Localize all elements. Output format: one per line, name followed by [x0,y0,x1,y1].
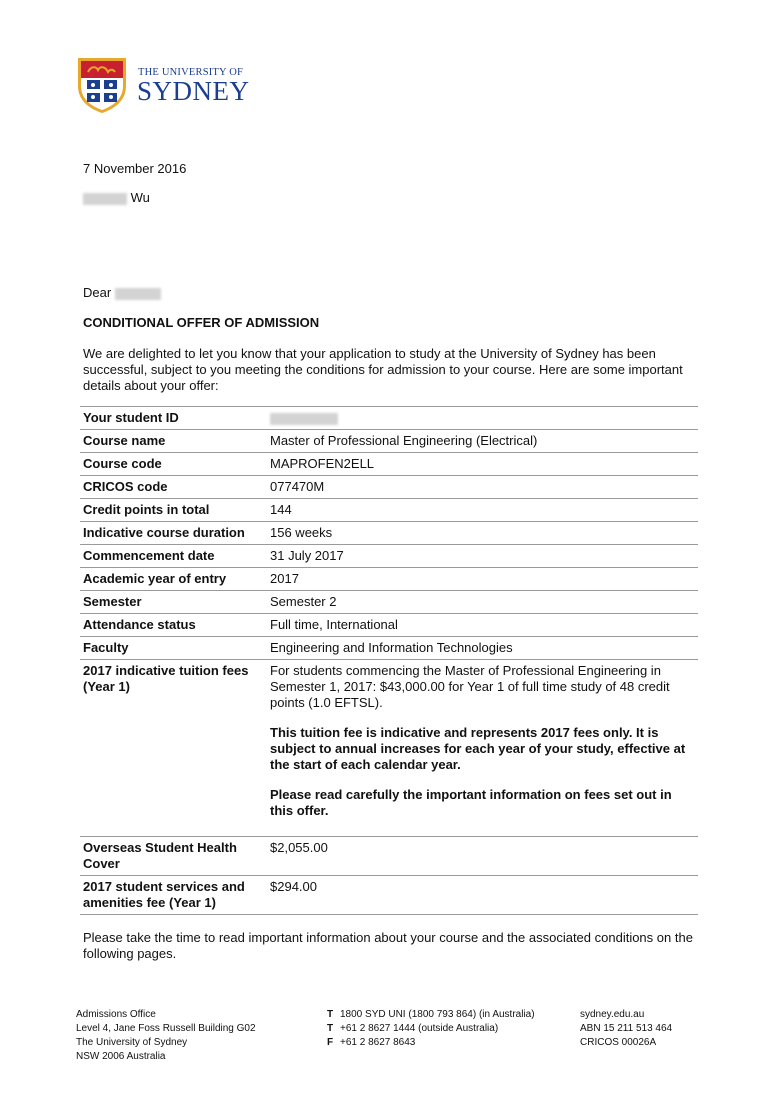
table-row [80,837,698,876]
row-label: Semester [80,591,264,614]
footer-address-line: Admissions Office [76,1009,156,1020]
table-row [80,453,698,476]
tuition-value [264,660,698,837]
redacted-student-id [270,413,338,425]
academic-year-value: 2017 [264,568,698,591]
row-label: 2017 student services and amenities fee (Year 1) [80,876,264,915]
footer-fax [327,1036,535,1050]
redacted-recipient [115,288,161,300]
table-row [80,637,698,660]
salutation-word: Dear [83,285,112,300]
footer-website-link[interactable]: sydney.edu.au [580,1009,645,1020]
cricos-code-value: 077470M [264,476,698,499]
footer-address-line: Level 4, Jane Foss Russell Building G02 [76,1023,256,1034]
row-label: Course code [80,453,264,476]
letter-heading: CONDITIONAL OFFER OF ADMISSION [83,315,320,330]
row-label: Commencement date [80,545,264,568]
table-row [80,476,698,499]
footer-contact [327,1008,535,1050]
ssaf-value: $294.00 [264,876,698,915]
salutation [83,285,161,301]
table-row [80,591,698,614]
footer-address-line: The University of Sydney [76,1037,188,1048]
intro-paragraph: We are delighted to let you know that your application to study at the University of Sydney has been successful, subject to you meeting the conditions for admission to your course. Here are some important details about your offer: [83,346,683,393]
footer-address [76,1008,256,1064]
table-row [80,660,698,837]
footer-phone-intl [327,1022,535,1036]
phone-intl-number: +61 2 8627 1444 (outside Australia) [340,1023,499,1034]
duration-value: 156 weeks [264,522,698,545]
footer-registration [580,1008,672,1050]
attendance-value: Full time, International [264,614,698,637]
recipient-surname: Wu [130,190,150,205]
fax-number: +61 2 8627 8643 [340,1037,416,1048]
row-label: CRICOS code [80,476,264,499]
row-label: Faculty [80,637,264,660]
student-id-value [264,407,698,430]
redacted-given-name [83,193,127,205]
row-label: Indicative course duration [80,522,264,545]
table-row [80,499,698,522]
logo-line1: THE UNIVERSITY OF [138,67,244,78]
semester-value: Semester 2 [264,591,698,614]
row-label: Academic year of entry [80,568,264,591]
phone-prefix: T [327,1023,334,1034]
credit-points-value: 144 [264,499,698,522]
tuition-read-notice: Please read carefully the important information on fees set out in this offer. [270,787,672,818]
recipient-name [83,190,150,206]
university-crest-icon [76,56,128,114]
tuition-text: For students commencing the Master of Professional Engineering in Semester 1, 2017: $43,000.00 for Year 1 of full time study of 48 credit points (1.0 EFTSL). [270,663,670,710]
table-row [80,430,698,453]
offer-details-table [80,406,698,915]
table-row [80,407,698,430]
table-row [80,545,698,568]
oshc-value: $2,055.00 [264,837,698,876]
table-row [80,876,698,915]
faculty-value: Engineering and Information Technologies [264,637,698,660]
footer-cricos: CRICOS 00026A [580,1037,657,1048]
course-code-value: MAPROFEN2ELL [264,453,698,476]
row-label: Attendance status [80,614,264,637]
table-row [80,568,698,591]
phone-prefix: T [327,1009,334,1020]
row-label: Overseas Student Health Cover [80,837,264,876]
row-label: Credit points in total [80,499,264,522]
footer-address-line: NSW 2006 Australia [76,1051,166,1062]
footer-phone-au [327,1008,535,1022]
course-name-value: Master of Professional Engineering (Electrical) [264,430,698,453]
phone-au-number: 1800 SYD UNI (1800 793 864) (in Australia) [340,1009,535,1020]
commencement-value: 31 July 2017 [264,545,698,568]
table-row [80,614,698,637]
table-row [80,522,698,545]
university-logo [76,56,250,114]
closing-paragraph: Please take the time to read important information about your course and the associated conditions on the following pages. [83,930,693,961]
row-label: 2017 indicative tuition fees (Year 1) [80,660,264,837]
tuition-note: This tuition fee is indicative and represents 2017 fees only. It is subject to annual increases for each year of your study, effective at the start of each calendar year. [270,725,686,772]
logo-line2: SYDNEY [137,76,250,106]
fax-prefix: F [327,1037,334,1048]
footer-abn: ABN 15 211 513 464 [580,1023,673,1034]
row-label: Course name [80,430,264,453]
letter-date: 7 November 2016 [83,161,187,176]
row-label: Your student ID [80,407,264,430]
